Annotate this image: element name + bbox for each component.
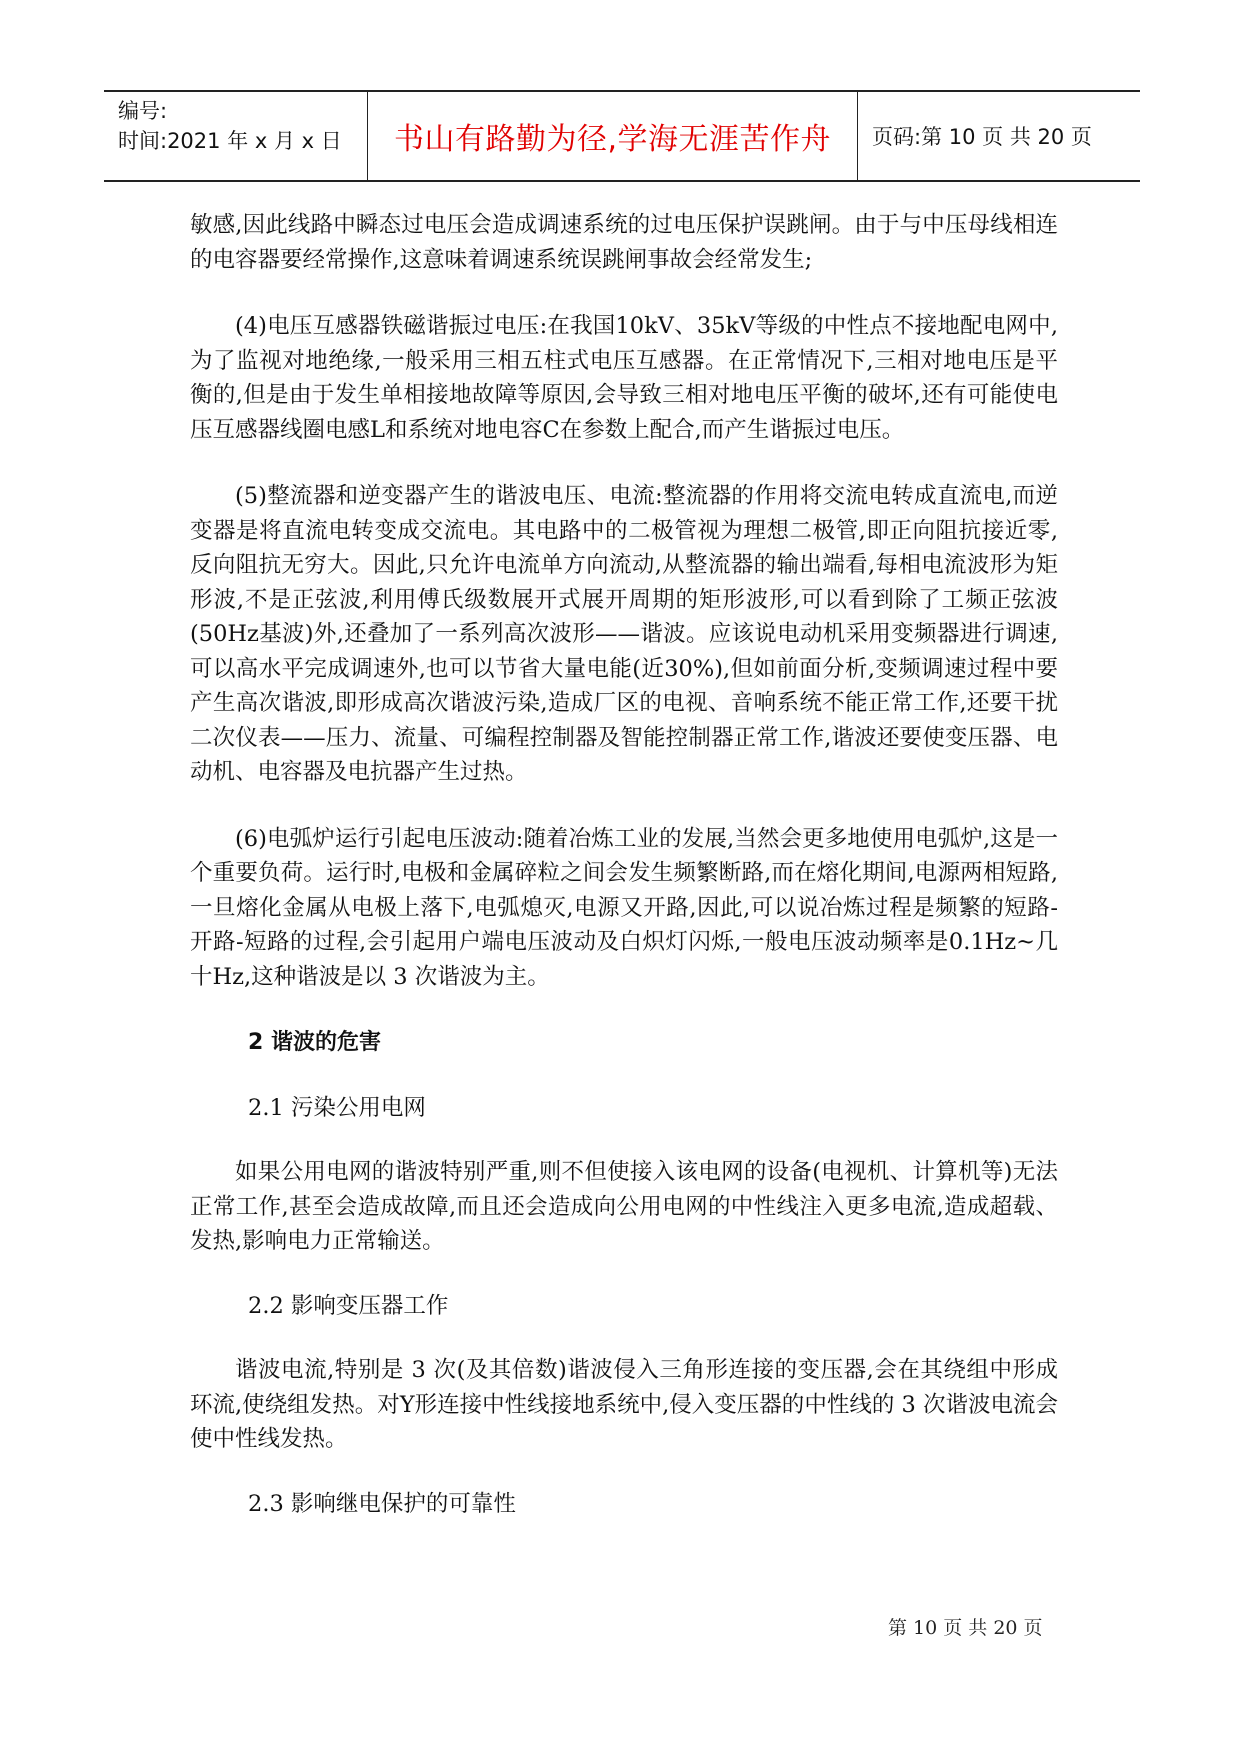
header-meta: [104, 92, 368, 180]
subsection-heading-2-2: 2.2 影响变压器工作: [248, 1292, 449, 1319]
document-number-label: 编号:: [118, 99, 168, 123]
paragraph-item-4: (4)电压互感器铁磁谐振过电压:在我国10kV、35kV等级的中性点不接地配电网中,为了监视对地绝缘,一般采用三相五柱式电压互感器。在正常情况下,三相对地电压是平衡的,但是由于发生单相接地故障等原因,会导致三相对地电压平衡的破坏,还有可能使电压互感器线圈电感L和系统对地电容C在参数上配合,而产生谐振过电压。: [190, 313, 1058, 443]
subsection-heading-2-3: 2.3 影响继电保护的可靠性: [248, 1490, 516, 1517]
header-page-info: 页码:第 10 页 共 20 页: [872, 125, 1092, 149]
subsection-heading-2-1: 2.1 污染公用电网: [248, 1094, 426, 1121]
document-time-label: 时间:2021 年 x 月 x 日: [118, 129, 342, 153]
header-motto: 书山有路勤为径,学海无涯苦作舟: [368, 92, 858, 180]
section-heading-2: 2 谐波的危害: [248, 1030, 381, 1055]
paragraph-2-1: 如果公用电网的谐波特别严重,则不但使接入该电网的设备(电视机、计算机等)无法正常工作,甚至会造成故障,而且还会造成向公用电网的中性线注入更多电流,造成超载、发热,影响电力正常输送。: [190, 1159, 1058, 1254]
paragraph-continued: 敏感,因此线路中瞬态过电压会造成调速系统的过电压保护误跳闸。由于与中压母线相连的电容器要经常操作,这意味着调速系统误跳闸事故会经常发生;: [190, 212, 1058, 273]
document-body: [190, 208, 1058, 1521]
paragraph-2-2: 谐波电流,特别是 3 次(及其倍数)谐波侵入三角形连接的变压器,会在其绕组中形成环流,使绕组发热。对Y形连接中性线接地系统中,侵入变压器的中性线的 3 次谐波电流会使中性线发热。: [190, 1357, 1058, 1452]
page-footer: 第 10 页 共 20 页: [888, 1617, 1043, 1639]
page-header: [104, 90, 1140, 182]
paragraph-item-6: (6)电弧炉运行引起电压波动:随着冶炼工业的发展,当然会更多地使用电弧炉,这是一个重要负荷。运行时,电极和金属碎粒之间会发生频繁断路,而在熔化期间,电源两相短路,一旦熔化金属从电极上落下,电弧熄灭,电源又开路,因此,可以说冶炼过程是频繁的短路-开路-短路的过程,会引起用户端电压波动及白炽灯闪烁,一般电压波动频率是0.1Hz~几十Hz,这种谐波是以 3 次谐波为主。: [190, 825, 1058, 990]
paragraph-item-5: (5)整流器和逆变器产生的谐波电压、电流:整流器的作用将交流电转成直流电,而逆变器是将直流电转变成交流电。其电路中的二极管视为理想二极管,即正向阻抗接近零,反向阻抗无穷大。因此,只允许电流单方向流动,从整流器的输出端看,每相电流波形为矩形波,不是正弦波,利用傅氏级数展开式展开周期的矩形波形,可以看到除了工频正弦波(50Hz基波)外,还叠加了一系列高次波形——谐波。应该说电动机采用变频器进行调速,可以高水平完成调速外,也可以节省大量电能(近30%),但如前面分析,变频调速过程中要产生高次谐波,即形成高次谐波污染,造成厂区的电视、音响系统不能正常工作,还要干扰二次仪表——压力、流量、可编程控制器及智能控制器正常工作,谐波还要使变压器、电动机、电容器及电抗器产生过热。: [190, 483, 1058, 785]
